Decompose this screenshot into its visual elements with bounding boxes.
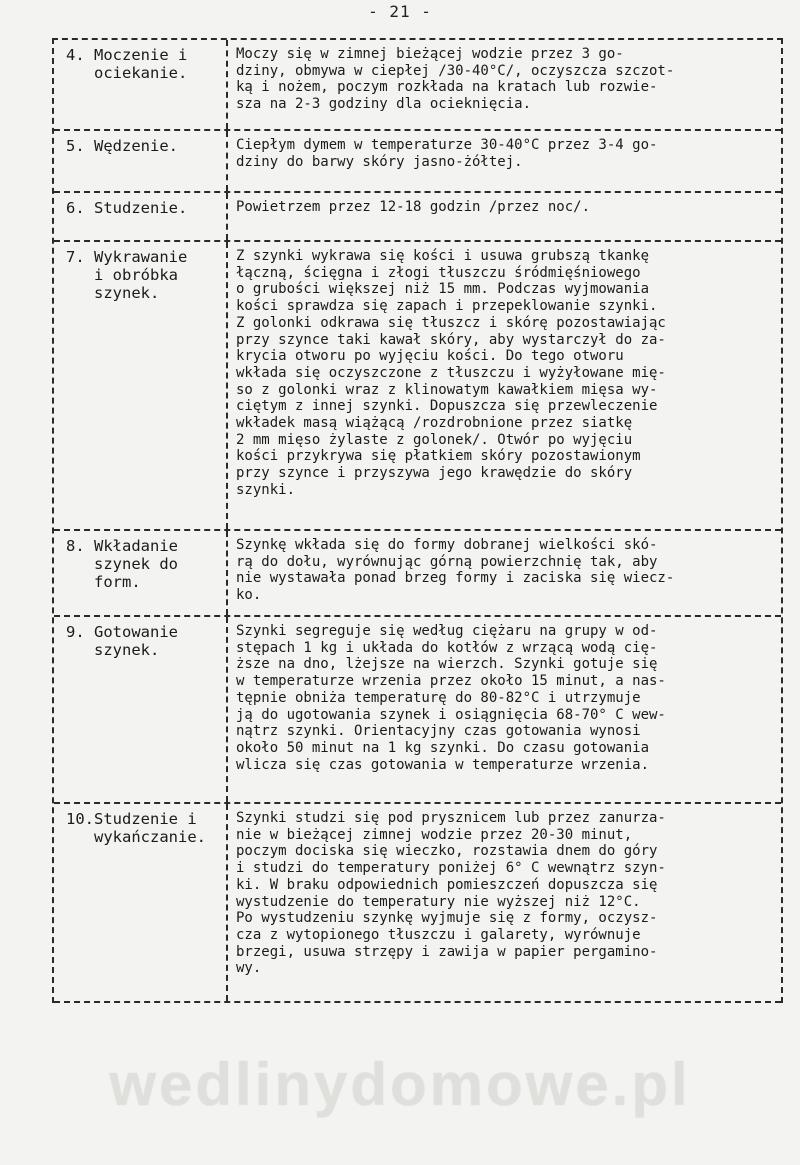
step-name: 5. Wędzenie. — [54, 131, 228, 191]
step-description: Szynkę wkłada się do formy dobranej wielkości skó- rą do dołu, wyrównując górną powierzchnię tak, aby nie wystawała ponad brzeg formy i zaciska się wiecz- ko. — [236, 537, 675, 604]
step-name: 10.Studzenie i wykańczanie. — [54, 804, 228, 1001]
step-name: 4. Moczenie i ociekanie. — [54, 40, 228, 129]
table-row — [54, 193, 781, 242]
step-description: Powietrzem przez 12-18 godzin /przez noc/. — [236, 199, 591, 215]
table-row — [54, 617, 781, 804]
step-description: Szynki studzi się pod prysznicem lub przez zanurza- nie w bieżącej zimnej wodzie przez 20-30 minut, poczym dociska się wieczko, rozstawia dnem do góry i studzi do temperatury poniżej 6° C wewnątrz szyn- ki. W braku odpowiednich pomieszczeń dopuszcza się wystudzenie do temperatury nie wyższej niż 12°C. Po wystudzeniu szynkę wyjmuje się z formy, oczysz- cza z wytopionego tłuszczu i galarety, wyrównuje brzegi, usuwa strzępy i zawija w papier pergamino- wy. — [236, 810, 666, 977]
step-description: Szynki segreguje się według ciężaru na grupy w od- stępach 1 kg i układa do kotłów z wrzącą wodą cię- ższe na dno, lżejsze na wierzch. Szynki gotuje się w temperaturze wrzenia przez około 15 minut, a nas- tępnie obniża temperaturę do 80-82°C i utrzymuje ją do ugotowania szynek i osiągnięcia 68-70° C wew- nątrz szynki. Orientacyjny czas gotowania wynosi około 50 minut na 1 kg szynki. Do czasu gotowania wlicza się czas gotowania w temperaturze wrzenia. — [236, 623, 666, 773]
step-name: 9. Gotowanie szynek. — [54, 617, 228, 802]
table-row — [54, 242, 781, 531]
table-row — [54, 131, 781, 193]
watermark: wedlinydomowe.pl — [109, 1051, 691, 1118]
step-description: Ciepłym dymem w temperaturze 30-40°C przez 3-4 go- dziny do barwy skóry jasno-żółtej. — [236, 137, 658, 170]
table-row — [54, 804, 781, 1003]
step-description: Z szynki wykrawa się kości i usuwa grubszą tkankę łączną, ścięgna i złogi tłuszczu śródmięśniowego o grubości większej niż 15 mm. Podczas wyjmowania kości sprawdza się zapach i przepeklowanie szynki. Z golonki odkrawa się tłuszcz i skórę pozostawiając przy szynce taki kawał skóry, aby wystarczył do za- krycia otworu po wyjęciu kości. Do tego otworu wkłada się oczyszczone z tłuszczu i wyżyłowane mię- so z golonki wraz z klinowatym kawałkiem mięsa wy- ciętym z innej szynki. Dopuszcza się przewleczenie wkładek masą wiążącą /rozdrobnione przez siatkę 2 mm mięso żylaste z golonek/. Otwór po wyjęciu kości przykrywa się płatkiem skóry pozostawionym przy szynce i przyszywa jego krawędzie do skóry szynki. — [236, 248, 666, 498]
procedure-table — [52, 38, 783, 1003]
step-name: 8. Wkładanie szynek do form. — [54, 531, 228, 615]
step-name: 6. Studzenie. — [54, 193, 228, 240]
step-description: Moczy się w zimnej bieżącej wodzie przez 3 go- dziny, obmywa w ciepłej /30-40°C/, oczyszcza szczot- ką i nożem, poczym rozkłada na kratach lub rozwie- sza na 2-3 godziny dla ocieknięcia. — [236, 46, 675, 113]
step-name: 7. Wykrawanie i obróbka szynek. — [54, 242, 228, 529]
page-number: - 21 - — [368, 2, 432, 21]
table-row — [54, 40, 781, 131]
table-row — [54, 531, 781, 617]
